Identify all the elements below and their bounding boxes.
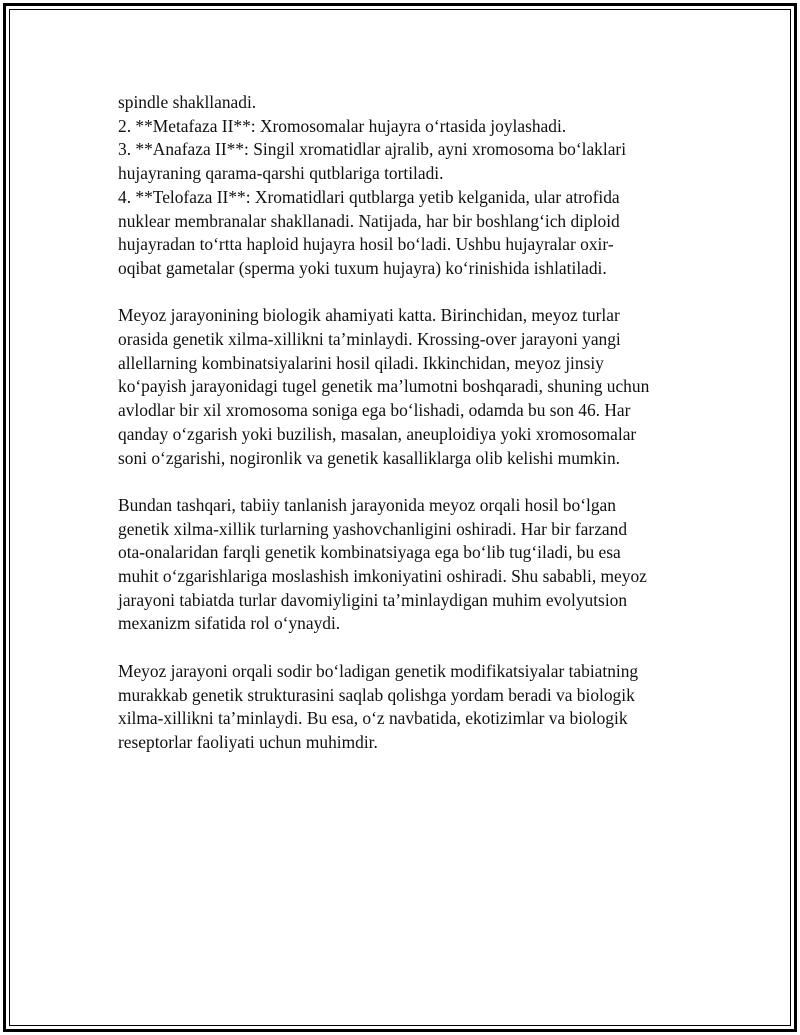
text-line: 3. **Anafaza II**: Singil xromatidlar ajralib, ayni xromosoma bo‘laklari [118,139,627,160]
text-line: murakkab genetik strukturasini saqlab qolishga yordam beradi va biologik [118,684,635,705]
text-line: 4. **Telofaza II**: Xromatidlari qutblarga yetib kelganida, ular atrofida [118,186,620,207]
text-line: reseptorlar faoliyati uchun muhimdir. [118,731,378,752]
text-line: Bundan tashqari, tabiiy tanlanish jarayonida meyoz orqali hosil bo‘lgan [118,494,616,515]
text-line: Meyoz jarayoni orqali sodir bo‘ladigan genetik modifikatsiyalar tabiatning [118,660,639,681]
text-line: ko‘payish jarayonidagi tugel genetik ma’lumotni boshqaradi, shuning uchun [118,376,650,397]
text-line: orasida genetik xilma-xillikni ta’minlaydi. Krossing-over jarayoni yangi [118,329,621,350]
text-line: avlodlar bir xil xromosoma soniga ega bo‘lishadi, odamda bu son 46. Har [118,400,631,421]
text-line: ota-onalaridan farqli genetik kombinatsiyaga ega bo‘lib tug‘iladi, bu esa [118,542,621,563]
text-line: spindle shakllanadi. [118,92,257,112]
text-line: oqibat gametalar (sperma yoki tuxum hujayra) ko‘rinishida ishlatiladi. [118,257,607,278]
document-body [118,91,678,755]
text-line: Meyoz jarayonining biologik ahamiyati katta. Birinchidan, meyoz turlar [118,305,620,326]
paragraph-gap [118,470,678,494]
text-line: hujayraning qarama-qarshi qutblariga tortiladi. [118,163,444,184]
text-line: soni o‘zgarishi, nogironlik va genetik kasalliklarga olib kelishi mumkin. [118,447,620,468]
text-line: jarayoni tabiatda turlar davomiyligini ta’minlaydigan muhim evolyutsion [118,589,628,610]
text-line: hujayradan to‘rtta haploid hujayra hosil bo‘ladi. Ushbu hujayralar oxir- [118,234,614,255]
text-line: mexanizm sifatida rol o‘ynaydi. [118,613,341,634]
text-line: 2. **Metafaza II**: Xromosomalar hujayra o‘rtasida joylashadi. [118,115,567,136]
text-line: genetik xilma-xillik turlarning yashovchanligini oshiradi. Har bir farzand [118,518,628,539]
paragraph-gap [118,636,678,660]
text-line: qanday o‘zgarish yoki buzilish, masalan, aneuploidiya yoki xromosomalar [118,423,637,444]
text-line: muhit o‘zgarishlariga moslashish imkoniyatini oshiradi. Shu sababli, meyoz [118,566,647,587]
text-line: allellarning kombinatsiyalarini hosil qiladi. Ikkinchidan, meyoz jinsiy [118,352,604,373]
text-line: nuklear membranalar shakllanadi. Natijada, har bir boshlang‘ich diploid [118,210,620,231]
paragraph-gap [118,281,678,305]
text-line: xilma-xillikni ta’minlaydi. Bu esa, o‘z navbatida, ekotizimlar va biologik [118,708,628,729]
